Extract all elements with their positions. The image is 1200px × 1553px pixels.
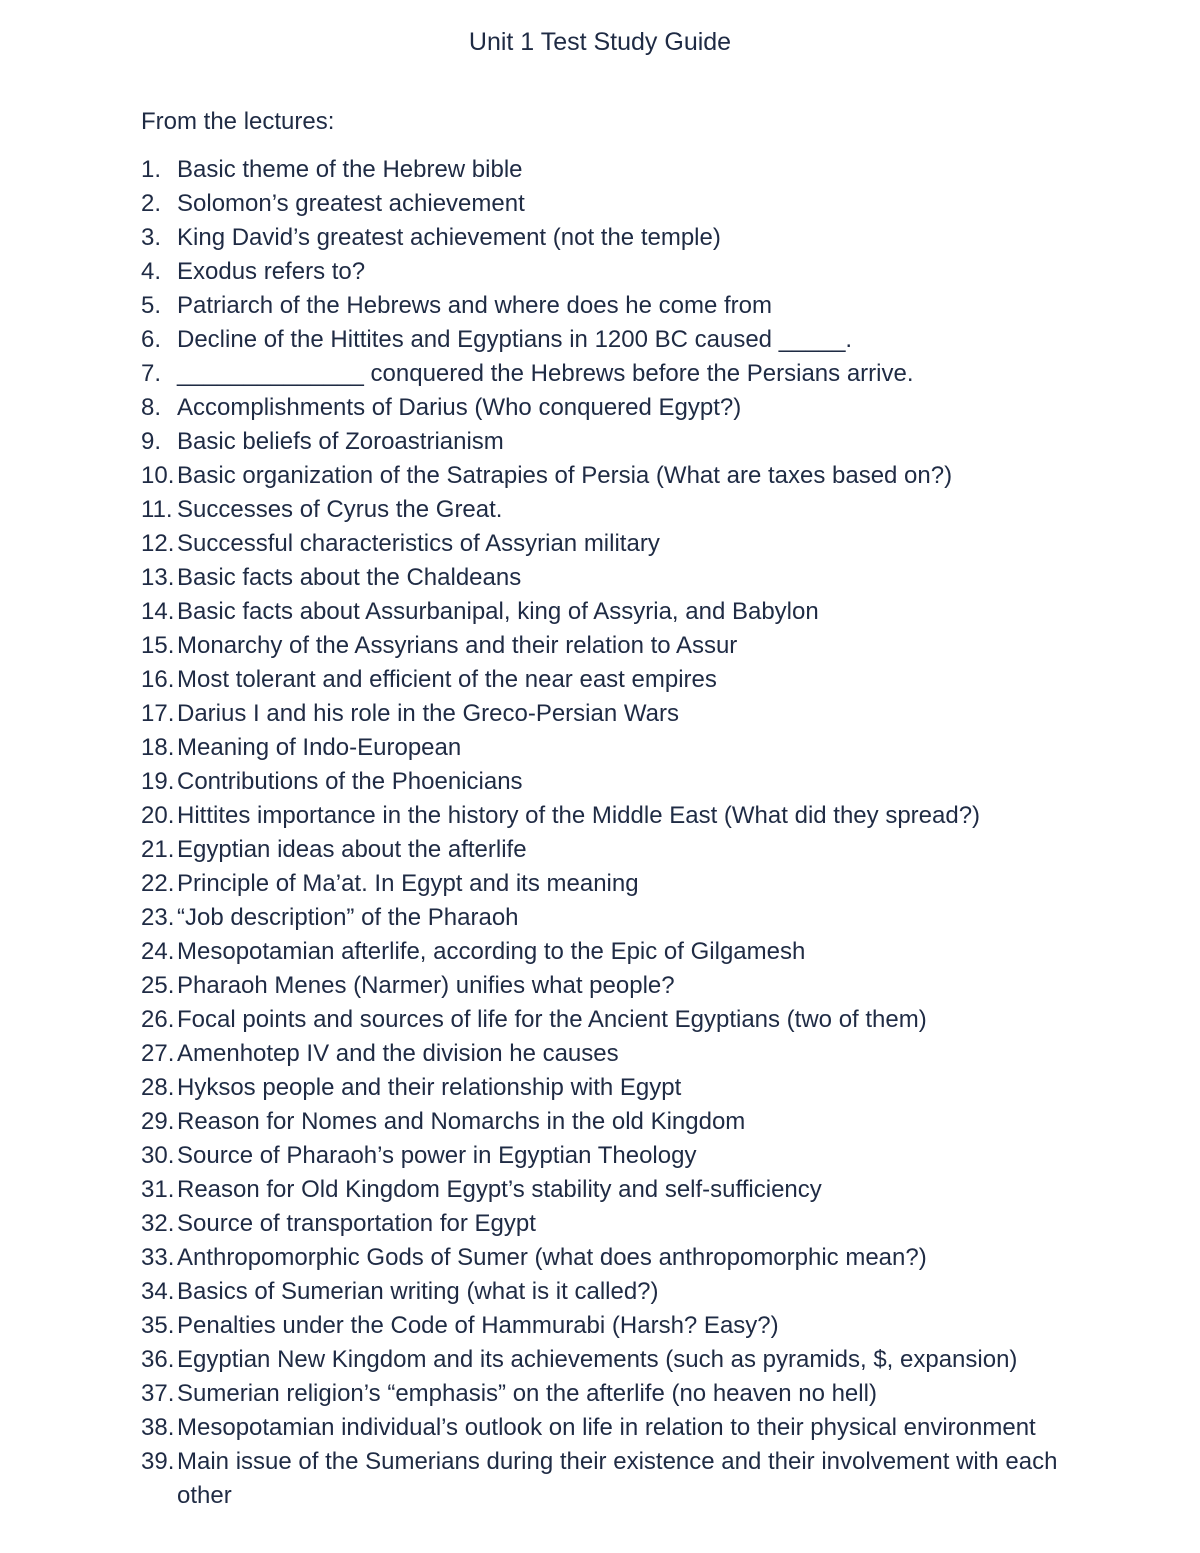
item-text: Patriarch of the Hebrews and where does he come from <box>177 292 772 319</box>
list-item <box>141 459 1101 493</box>
item-number: 9. <box>141 428 162 455</box>
item-text: Focal points and sources of life for the Ancient Egyptians (two of them) <box>177 1006 927 1033</box>
item-number: 35. <box>141 1312 175 1339</box>
item-text: Contributions of the Phoenicians <box>177 768 523 795</box>
list-item <box>141 935 1101 969</box>
list-item <box>141 493 1101 527</box>
item-text: Exodus refers to? <box>177 258 366 285</box>
item-number: 29. <box>141 1108 175 1135</box>
list-item <box>141 697 1101 731</box>
item-number: 19. <box>141 768 175 795</box>
item-number: 13. <box>141 564 175 591</box>
item-number: 39. <box>141 1448 175 1475</box>
item-number: 31. <box>141 1176 175 1203</box>
item-number: 7. <box>141 360 162 387</box>
page-title: Unit 1 Test Study Guide <box>468 28 732 56</box>
list-item <box>141 255 1101 289</box>
item-text: Successful characteristics of Assyrian military <box>177 530 660 557</box>
item-text: Penalties under the Code of Hammurabi (Harsh? Easy?) <box>177 1312 779 1339</box>
item-text: Egyptian ideas about the afterlife <box>177 836 527 863</box>
list-item <box>141 1411 1101 1445</box>
list-item <box>141 323 1101 357</box>
item-number: 21. <box>141 836 175 863</box>
list-item <box>141 561 1101 595</box>
intro-text: From the lectures: <box>141 108 335 135</box>
list-item <box>141 1139 1101 1173</box>
item-number: 4. <box>141 258 162 285</box>
list-item <box>141 1003 1101 1037</box>
item-text: Main issue of the Sumerians during their existence and their involvement with each other <box>177 1448 1058 1509</box>
list-item <box>141 629 1101 663</box>
item-text: Solomon’s greatest achievement <box>177 190 525 217</box>
item-text: Darius I and his role in the Greco-Persian Wars <box>177 700 679 727</box>
item-number: 6. <box>141 326 162 353</box>
item-number: 18. <box>141 734 175 761</box>
item-number: 5. <box>141 292 162 319</box>
list-item <box>141 527 1101 561</box>
list-item <box>141 1275 1101 1309</box>
list-item <box>141 425 1101 459</box>
list-item <box>141 1173 1101 1207</box>
study-list <box>141 153 1101 1513</box>
item-text: Hyksos people and their relationship with Egypt <box>177 1074 682 1101</box>
item-number: 14. <box>141 598 175 625</box>
item-text: Hittites importance in the history of the Middle East (What did they spread?) <box>177 802 981 829</box>
item-number: 23. <box>141 904 175 931</box>
item-text: Basic facts about Assurbanipal, king of Assyria, and Babylon <box>177 598 819 625</box>
item-text: Reason for Old Kingdom Egypt’s stability and self-sufficiency <box>177 1176 822 1203</box>
item-number: 36. <box>141 1346 175 1373</box>
item-number: 2. <box>141 190 162 217</box>
item-text: Anthropomorphic Gods of Sumer (what does anthropomorphic mean?) <box>177 1244 927 1271</box>
item-number: 11. <box>141 496 173 523</box>
item-text: Successes of Cyrus the Great. <box>177 496 503 523</box>
list-item <box>141 153 1101 187</box>
item-number: 12. <box>141 530 175 557</box>
item-number: 26. <box>141 1006 175 1033</box>
item-number: 32. <box>141 1210 175 1237</box>
item-number: 37. <box>141 1380 175 1407</box>
item-text: Reason for Nomes and Nomarchs in the old Kingdom <box>177 1108 746 1135</box>
item-number: 30. <box>141 1142 175 1169</box>
list-item <box>141 833 1101 867</box>
item-text: Basic beliefs of Zoroastrianism <box>177 428 504 455</box>
list-item <box>141 731 1101 765</box>
list-item <box>141 867 1101 901</box>
item-number: 25. <box>141 972 175 999</box>
item-text: Decline of the Hittites and Egyptians in 1200 BC caused _____. <box>177 326 853 353</box>
item-number: 3. <box>141 224 162 251</box>
item-text: Egyptian New Kingdom and its achievements (such as pyramids, $, expansion) <box>177 1346 1018 1373</box>
item-text: Basic organization of the Satrapies of Persia (What are taxes based on?) <box>177 462 953 489</box>
item-number: 38. <box>141 1414 175 1441</box>
list-item <box>141 1071 1101 1105</box>
list-item <box>141 221 1101 255</box>
item-text: Basic theme of the Hebrew bible <box>177 156 523 183</box>
list-item <box>141 1445 1101 1513</box>
item-number: 16. <box>141 666 175 693</box>
item-number: 10. <box>141 462 175 489</box>
item-number: 8. <box>141 394 162 421</box>
list-item <box>141 1309 1101 1343</box>
list-item <box>141 969 1101 1003</box>
item-number: 33. <box>141 1244 175 1271</box>
item-text: Monarchy of the Assyrians and their relation to Assur <box>177 632 738 659</box>
list-item <box>141 595 1101 629</box>
list-item <box>141 1207 1101 1241</box>
list-item <box>141 799 1101 833</box>
list-item <box>141 1377 1101 1411</box>
item-text: King David’s greatest achievement (not the temple) <box>177 224 721 251</box>
item-text: Source of transportation for Egypt <box>177 1210 536 1237</box>
item-number: 20. <box>141 802 175 829</box>
list-item <box>141 765 1101 799</box>
item-text: ______________ conquered the Hebrews before the Persians arrive. <box>177 360 914 387</box>
item-number: 15. <box>141 632 175 659</box>
item-text: Pharaoh Menes (Narmer) unifies what people? <box>177 972 675 999</box>
list-item <box>141 1343 1101 1377</box>
item-text: Sumerian religion’s “emphasis” on the afterlife (no heaven no hell) <box>177 1380 877 1407</box>
item-text: Amenhotep IV and the division he causes <box>177 1040 619 1067</box>
item-number: 17. <box>141 700 175 727</box>
item-text: Mesopotamian afterlife, according to the Epic of Gilgamesh <box>177 938 806 965</box>
item-text: Source of Pharaoh’s power in Egyptian Theology <box>177 1142 697 1169</box>
item-text: Meaning of Indo-European <box>177 734 462 761</box>
item-number: 28. <box>141 1074 175 1101</box>
list-item <box>141 663 1101 697</box>
item-number: 27. <box>141 1040 175 1067</box>
item-text: Accomplishments of Darius (Who conquered Egypt?) <box>177 394 742 421</box>
item-text: Principle of Ma’at. In Egypt and its meaning <box>177 870 639 897</box>
item-number: 24. <box>141 938 175 965</box>
list-item <box>141 187 1101 221</box>
item-number: 34. <box>141 1278 175 1305</box>
list-item <box>141 289 1101 323</box>
list-item <box>141 1241 1101 1275</box>
list-item <box>141 357 1101 391</box>
item-text: “Job description” of the Pharaoh <box>177 904 519 931</box>
item-text: Basic facts about the Chaldeans <box>177 564 522 591</box>
item-number: 22. <box>141 870 175 897</box>
item-text: Mesopotamian individual’s outlook on life in relation to their physical environment <box>177 1414 1036 1441</box>
item-text: Most tolerant and efficient of the near east empires <box>177 666 717 693</box>
list-item <box>141 1105 1101 1139</box>
list-item <box>141 901 1101 935</box>
list-item <box>141 391 1101 425</box>
item-number: 1. <box>141 156 162 183</box>
item-text: Basics of Sumerian writing (what is it called?) <box>177 1278 659 1305</box>
list-item <box>141 1037 1101 1071</box>
